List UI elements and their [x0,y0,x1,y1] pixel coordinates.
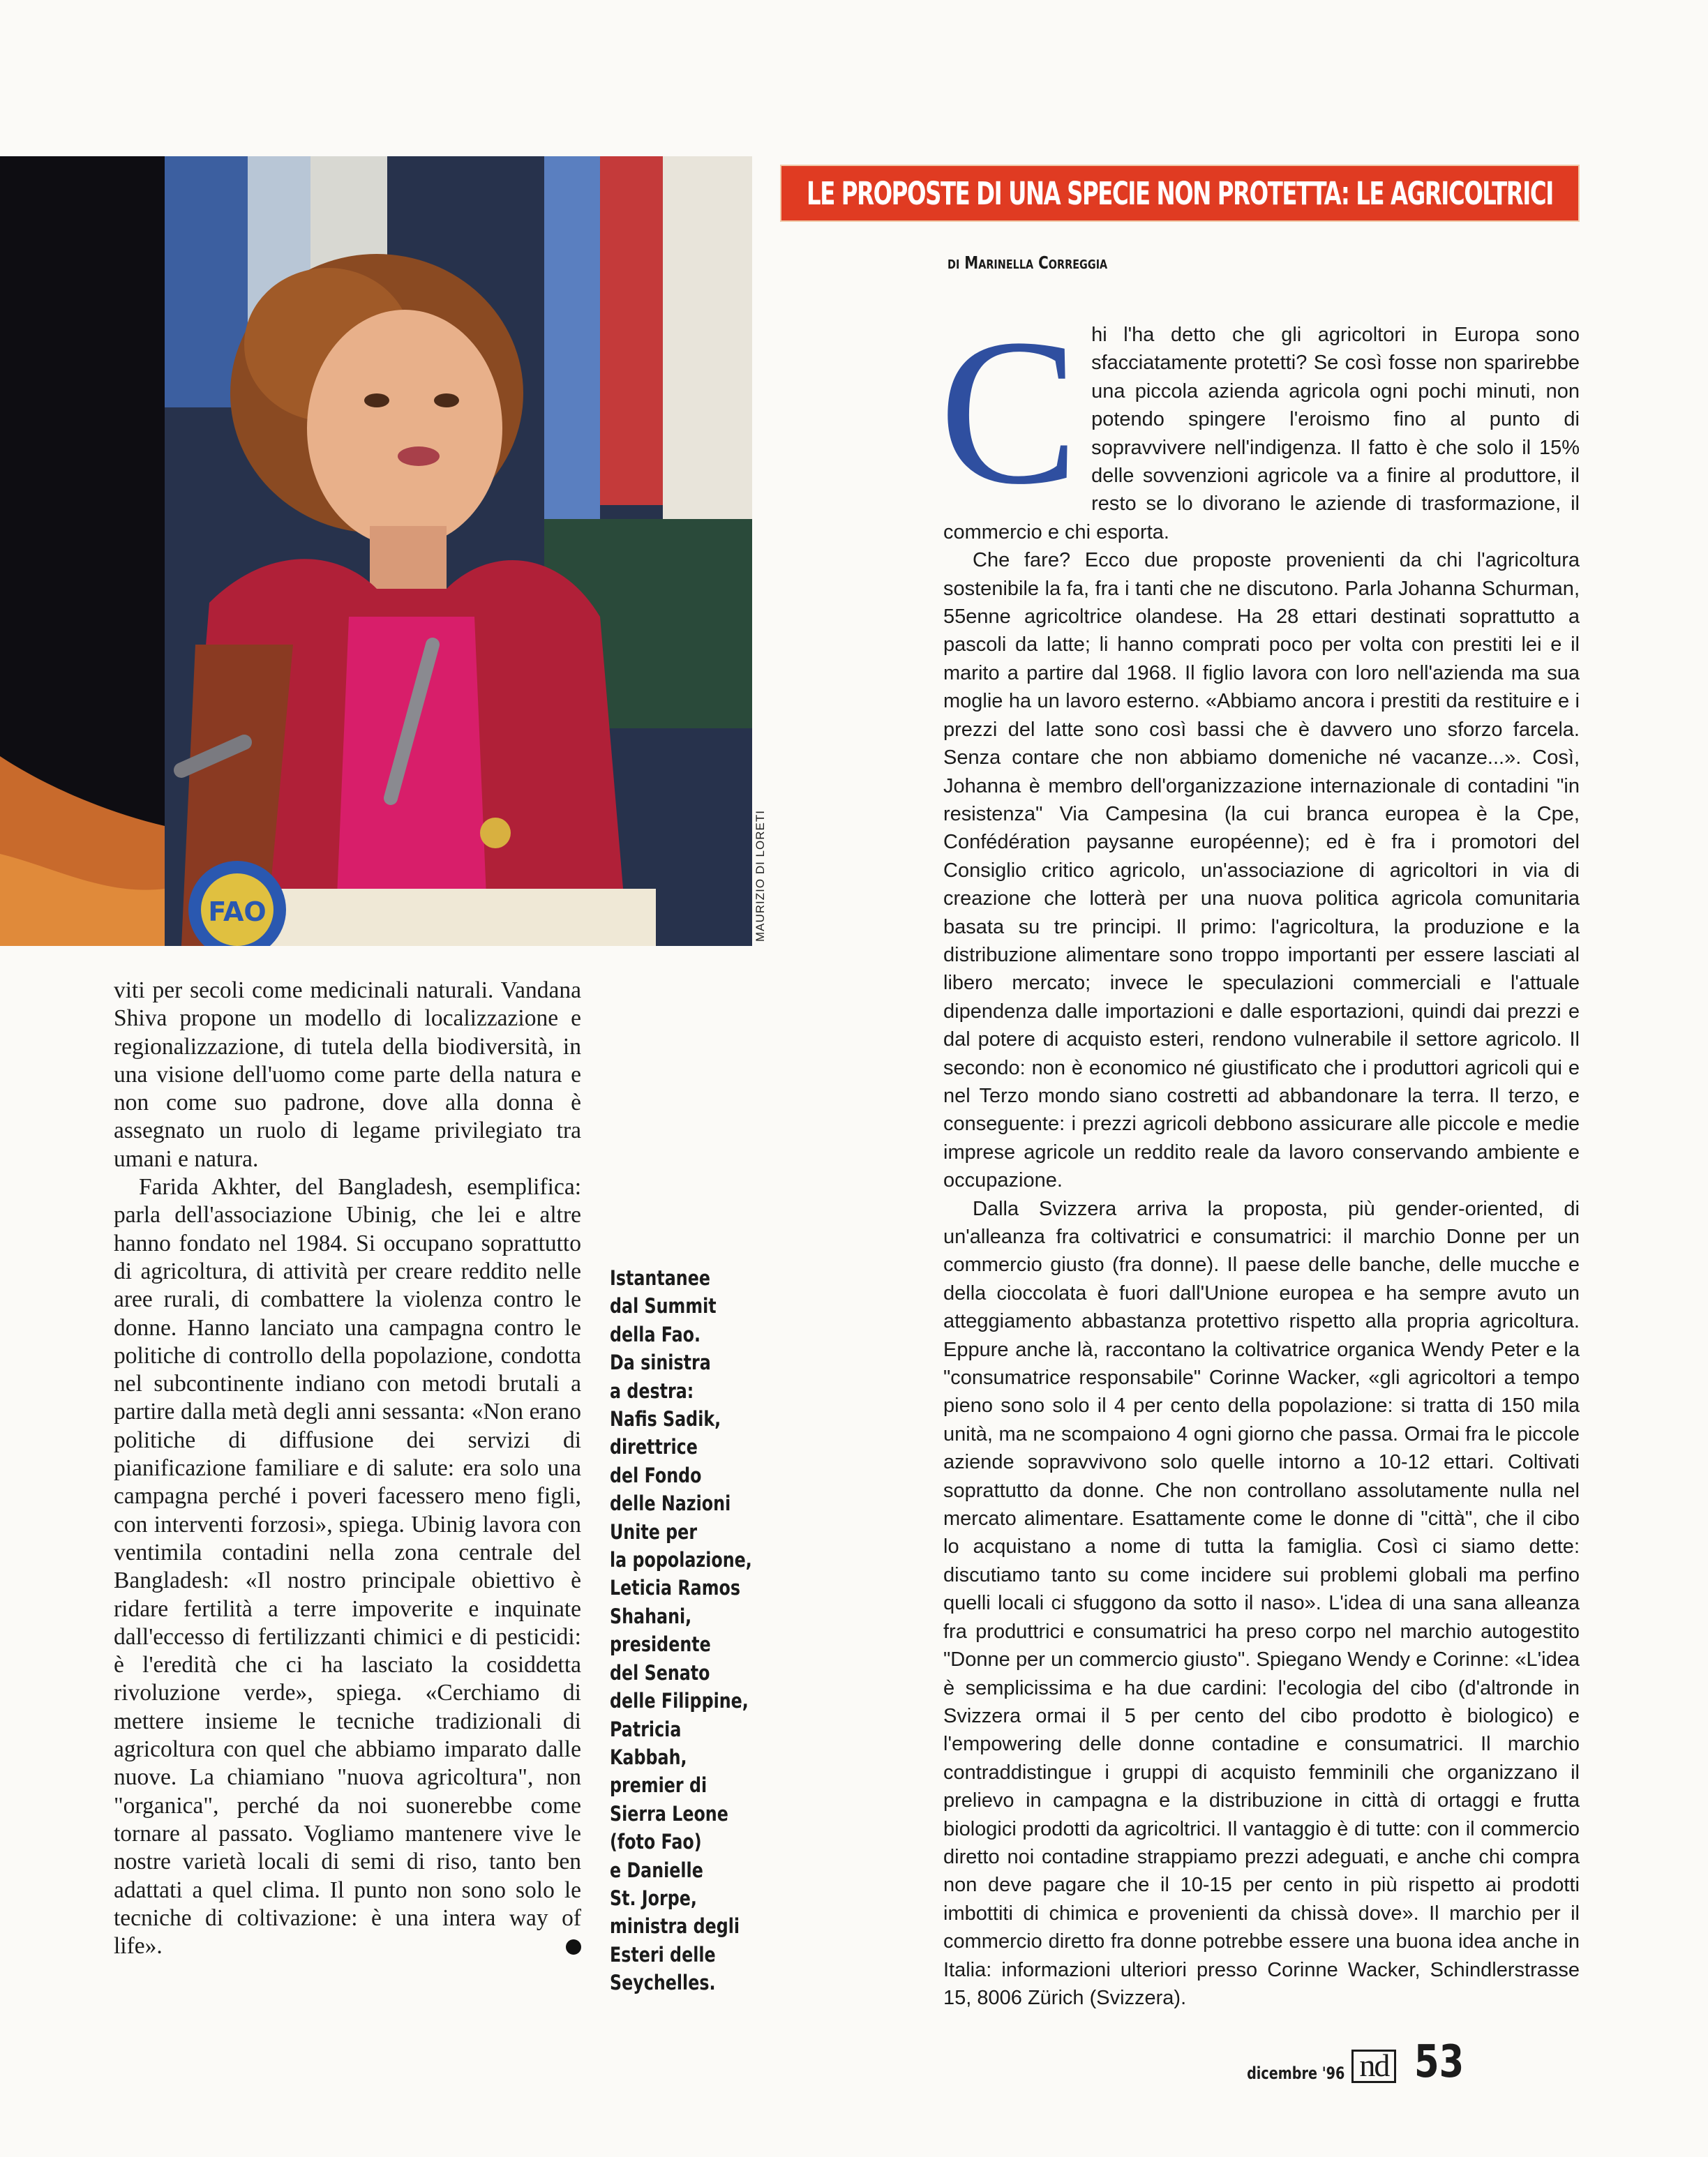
byline-author: Marinella Correggia [964,253,1108,273]
caption-line: Shahani, [610,1604,692,1628]
caption-line: Leticia Ramos [610,1576,741,1600]
caption-line: ministra degli [610,1914,740,1939]
caption-line: del Senato [610,1660,710,1685]
caption-line: St. Jorpe, [610,1886,697,1910]
right-paragraph-3: Dalla Svizzera arriva la proposta, più gender-oriented, di un'alleanza fra coltivatrici e consumatrici: il marchio Donne per un commercio giusto (fra donne). Il paese delle banche, delle mucche e della cioccolata è fuori dall'Unione europea e ha sempre avuto un atteggiamento abbastanza protettivo rispetto alla propria agricoltura. Eppure anche là, raccontano la coltivatrice organica Wendy Peter e la "consumatrice responsabile" Corinne Wacker, «gli agricoltori a tempo pieno sono solo il 4 per cento della popolazione: si tratta di 150 mila unità, ma ne scompaiono 4 ogni giorno che passa. Ormai fra le piccole aziende sopravvivono solo quelle intorno a 10-12 ettari. Coltivati soprattutto da donne. Che non controllano assolutamente nulla nel mercato alimentare. Esattamente come le donne di "città", che il cibo lo acquistano a nome di tutta la famiglia. Così ci siamo dette: discutiamo tanto su come incidere sui problemi globali ma perfino quelli locali ci sfuggono da sotto il naso». L'idea di una sana alleanza fra produttrici e consumatrici ha preso corpo nel marchio autogestito "Donne per un commercio giusto". Spiegano Wendy e Corinne: «L'idea è semplicissima e ha due cardini: l'ecologia del cibo (d'altronde in Svizzera ormai il 5 per cento del cibo prodotto è biologico) e l'empowering delle donne contadine e consumatrici. Il marchio contraddistingue i gruppi di acquisto femminili che organizzano il prelievo in campagna e la distribuzione in città di ortaggi e frutta biologici prodotti da agricoltrici. Il vantaggio è di tutte: con il commercio diretto noi contadine strappiamo prezzi adeguati, e anche chi compra non deve pagare che il 10-15 per cento in più rispetto ai prodotti imbottiti di chimica e provenienti da chissà dove». Il marchio per il commercio diretto fra donne potrebbe essere una buona idea anche in Italia: informazioni ulteriori presso Corinne Wacker, Schindlerstrasse 15, 8006 Zürich (Svizzera). [943,1197,1580,2009]
fao-logo-text: FAO [208,896,267,927]
magazine-logo: nd [1351,2050,1396,2083]
caption-line: Esteri delle [610,1942,716,1967]
page-number: 53 [1414,2036,1464,2088]
right-paragraph-1-text: hi l'ha detto che gli agricoltori in Europa sono sfacciatamente protetti? Se così fosse non sparirebbe una piccola azienda agricola ogni pochi minuti, non potendo spingere l'eroismo fino al punto di sopravvivere nell'indigenza. Il fatto è che solo il 15% delle sovvenzioni agricole va a finire al produttore, il resto se lo divorano le aziende di trasformazione, il commercio e chi esporta. [943,324,1580,543]
caption-line: Da sinistra [610,1351,711,1375]
caption-line: Seychelles. [610,1971,716,1995]
caption-line: Patricia [610,1717,682,1741]
caption-line: presidente [610,1632,711,1657]
caption-line: (foto Fao) [610,1830,702,1854]
article-headline-box [780,165,1580,222]
caption-line: a destra: [610,1378,694,1403]
caption-line: direttrice [610,1435,698,1459]
caption-line: Istantanee [610,1266,710,1290]
article-photo [0,156,752,946]
right-paragraph-1 [939,296,1580,546]
caption-line: Sierra Leone [610,1801,728,1826]
caption-line: del Fondo [610,1463,702,1487]
right-paragraph-2: Che fare? Ecco due proposte provenienti da chi l'agricoltura sostenibile la fa, fra i tanti che ne discutono. Parla Johanna Schurman, 55enne agricoltrice olandese. Ha 28 ettari destinati soprattutto a pascoli da latte; li hanno comprati poco per volta con prestiti lei e il marito a partire dal 1968. Il figlio lavora con loro nell'azienda ma sua moglie ha un lavoro esterno. «Abbiamo ancora i prestiti da restituire e i prezzi del latte sono così bassi che è davvero uno sforzo farcela. Senza contare che non abbiamo domeniche né vacanze...». Così, Johanna è membro dell'organizzazione internazionale di contadini "in resistenza" Via Campesina (la cui branca europea è la Cpe, Confédération paysanne européenne); ed è fra i promotori del Consiglio critico agricolo, un'associazione di agricoltori in via di creazione che lotterà per una nuova politica agricola comunitaria basata su tre principi. Il primo: l'agricoltura, la produzione e la distribuzione alimentare sono troppo importanti per essere lasciati al libero mercato; invece le speculazioni commerciali e l'attuale dipendenza dalle importazioni e dalle esportazioni, quindi dai prezzi e dal potere di acquisto esteri, rendono vulnerabile il settore agricolo. Il secondo: non è economico né giustificato che i produttori agricoli qui e nel Terzo mondo siano costretti ad abbandonare la terra. Il terzo, e conseguente: i prezzi agricoli debbono assicurare alle piccole e medie imprese agricole un reddito reale da lavoro conservando ambiente e occupazione. [943,549,1580,1192]
caption-line: Kabbah, [610,1745,687,1769]
end-of-article-bullet-icon [566,1939,581,1955]
page-footer [1222,2036,1476,2088]
byline [947,253,1107,273]
issue-date: dicembre '96 [1247,2064,1345,2083]
byline-prefix: di [947,253,960,273]
article-headline: LE PROPOSTE DI UNA SPECIE NON PROTETTA: LE AGRICOLTRICI [807,174,1553,212]
caption-line: delle Nazioni [610,1491,731,1516]
drop-cap: C [939,296,1079,527]
left-column [114,977,581,1960]
caption-line: dal Summit [610,1294,717,1318]
photo-caption [610,1264,763,1997]
caption-line: la popolazione, [610,1548,752,1572]
caption-line: della Fao. [610,1322,701,1346]
left-paragraph-1: viti per secoli come medicinali naturali. Vandana Shiva propone un modello di localizzazione e regionalizzazione, di tutela della biodiversità, in una visione dell'uomo come parte della natura e non come suo padrone, dove alla donna è assegnato un ruolo di legame privilegiato tra umani e natura. [114,977,581,1172]
caption-line: premier di [610,1773,707,1798]
right-column [939,296,1580,2012]
caption-line: Nafis Sadik, [610,1407,721,1431]
left-paragraph-2-text: Farida Akhter, del Bangladesh, esemplifica: parla dell'associazione Ubinig, che lei e altre hanno fondato nel 1984. Si occupano soprattutto di agricoltura, di attività per creare reddito nelle aree rurali, di combattere la violenza contro le donne. Hanno lanciato una campagna contro le politiche di controllo della popolazione, condotta nel subcontinente indiano con metodi brutali a partire dalla metà degli anni sessanta: «Non erano politiche di diffusione dei servizi di pianificazione familiare e di salute: era solo una campagna perché i poveri facessero meno figli, con interventi forzosi», spiega. Ubinig lavora con ventimila contadini nella zona centrale del Bangladesh: «Il nostro principale obiettivo è ridare fertilità a terre impoverite e inquinate dall'eccesso di fertilizzanti chimici e di pesticidi: è l'eredità che ci ha lasciato la cosiddetta rivoluzione verde», spiega. «Cerchiamo di mettere insieme le tecniche tradizionali di agricoltura con quel che abbiamo imparato dalle nuove. La chiamiano "nuova agricoltura", non "organica", perché da noi suonerebbe come tornare al passato. Vogliamo mantenere vive le nostre varietà locali di semi di riso, tanto ben adattati a quel clima. Il punto non sono solo le tecniche di coltivazione: è una intera way of life». [114,1174,581,1960]
left-paragraph-2 [114,1173,581,1960]
caption-line: e Danielle [610,1858,703,1882]
photo-credit: MAURIZIO DI LORETI [754,810,767,942]
caption-line: Unite per [610,1519,698,1544]
caption-line: delle Filippine, [610,1689,749,1713]
